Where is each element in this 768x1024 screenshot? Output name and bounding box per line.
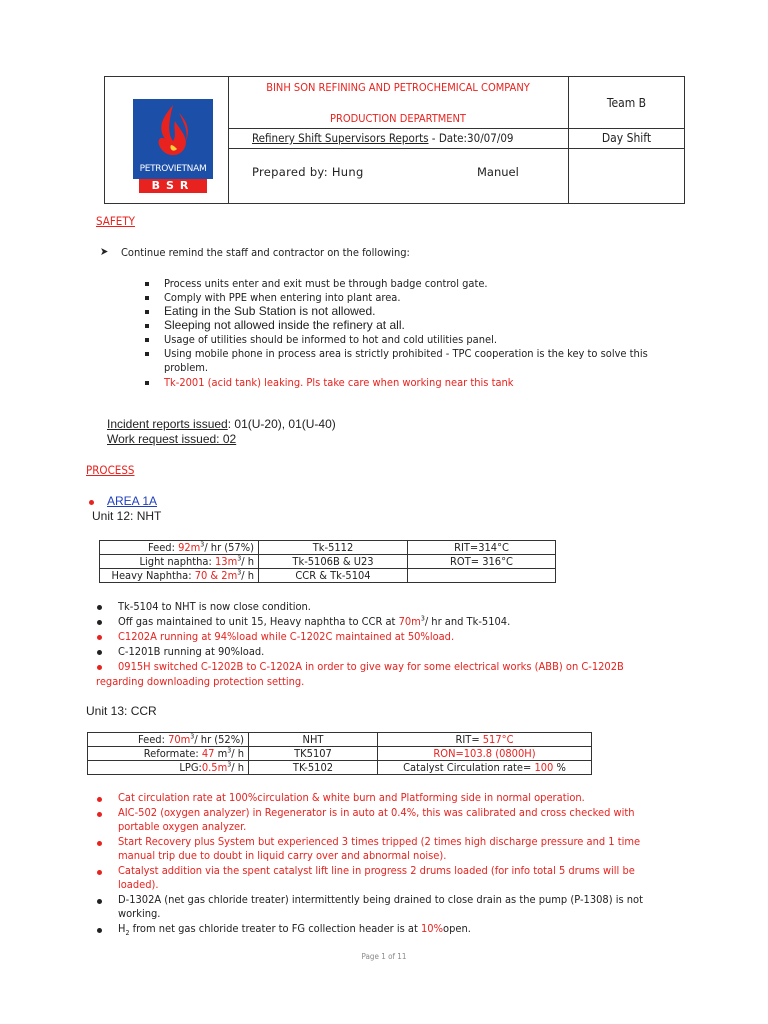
table-cell: $LPG:0.5m^3/$ h — [88, 761, 249, 775]
flame-icon — [133, 99, 213, 165]
list-item: Tk-5104 to NHT is now close condition. — [118, 600, 311, 613]
bullet-icon — [97, 605, 102, 610]
bullet-icon — [145, 296, 149, 300]
table-cell: RON=103.8 (0800H) — [378, 747, 592, 761]
table-row — [100, 569, 556, 583]
bullet-icon — [97, 620, 102, 625]
incident-label: Incident reports issued — [107, 417, 228, 431]
incident-reports — [107, 417, 336, 431]
list-item-warning: AIC-502 (oxygen analyzer) in Regenerator is in auto at 0.4%, this was calibrated and cross checked with — [118, 806, 635, 819]
report-title-line — [252, 131, 514, 145]
list-item: Usage of utilities should be informed to hot and cold utilities panel. — [164, 333, 497, 346]
list-item: C-1201B running at 90%load. — [118, 645, 265, 658]
bullet-icon — [97, 812, 102, 817]
table-row — [100, 541, 556, 555]
list-item-continuation: loaded). — [118, 878, 159, 891]
bullet-icon — [97, 870, 102, 875]
table-cell: ROT= 316°C — [408, 555, 556, 569]
table-cell: TK-5102 — [249, 761, 378, 775]
table-cell: NHT — [249, 733, 378, 747]
prepared-by: Prepared by: Hung — [252, 165, 364, 179]
table-cell: Feed: $70m^3/$ hr (52%) — [88, 733, 249, 747]
incident-value: : 01(U-20), 01(U-40) — [227, 417, 336, 431]
list-item-warning: Start Recovery plus System but experienced 3 times tripped (2 times high discharge pressure and 1 time — [118, 835, 641, 848]
report-date: - Date:30/07/09 — [428, 131, 514, 145]
table-cell — [408, 569, 556, 583]
list-item: Off gas maintained to unit 15, Heavy naphtha to CCR at $70m^3/$ hr and Tk-5104. — [118, 614, 511, 628]
table-cell: TK5107 — [249, 747, 378, 761]
logo-abbr: BSR — [139, 179, 207, 193]
list-item-warning: Catalyst addition via the spent catalyst lift line in progress 2 drums loaded (for info total 5 drums will be — [118, 864, 635, 877]
department-name: PRODUCTION DEPARTMENT — [330, 112, 466, 125]
list-item-continuation: regarding downloading protection setting. — [96, 675, 305, 688]
header-divider — [228, 148, 685, 149]
work-request: Work request issued: 02 — [107, 432, 237, 446]
table-cell: Tk-5112 — [259, 541, 408, 555]
arrow-bullet-icon: ➤ — [100, 245, 109, 258]
logo-background — [133, 99, 213, 179]
list-item: Sleeping not allowed inside the refinery at all. — [164, 318, 405, 332]
company-name: BINH SON REFINING AND PETROCHEMICAL COMPANY — [266, 81, 530, 94]
list-item: Using mobile phone in process area is strictly prohibited - TPC cooperation is the key to solve this — [164, 347, 648, 360]
list-item-continuation: portable oxygen analyzer. — [118, 820, 247, 833]
team-label: Team B — [606, 96, 647, 110]
safety-heading: SAFETY — [96, 214, 135, 228]
bullet-icon — [145, 381, 149, 385]
table-cell: Catalyst Circulation rate= 100 % — [378, 761, 592, 775]
unit13-table — [87, 732, 592, 775]
bullet-icon — [145, 338, 149, 342]
unit12-title: Unit 12: NHT — [92, 509, 162, 523]
table-cell: Feed: $92m^3/$ hr (57%) — [100, 541, 259, 555]
list-item: Comply with PPE when entering into plant area. — [164, 291, 401, 304]
bullet-icon — [145, 310, 149, 314]
second-supervisor: Manuel — [477, 165, 519, 179]
table-cell: Heavy Naphtha: 70 & $2m^3/$ h — [100, 569, 259, 583]
bullet-icon — [97, 928, 102, 933]
bullet-icon — [97, 899, 102, 904]
bullet-icon — [145, 352, 149, 356]
list-item: D-1302A (net gas chloride treater) intermittently being drained to close drain as the pump (P-1308) is not — [118, 893, 643, 906]
header-divider — [228, 76, 229, 204]
area-link[interactable]: AREA 1A — [107, 494, 158, 508]
list-item: Process units enter and exit must be through badge control gate. — [164, 277, 488, 290]
table-row — [88, 747, 592, 761]
table-cell: Reformate: 47 $m^3/$ h — [88, 747, 249, 761]
list-item-continuation: working. — [118, 907, 161, 920]
list-item: $H_2$ from net gas chloride treater to FG collection header is at 10%open. — [118, 922, 471, 938]
bullet-icon — [97, 665, 102, 670]
report-title: Refinery Shift Supervisors Reports — [252, 131, 429, 145]
bullet-icon — [97, 797, 102, 802]
bullet-icon — [145, 282, 149, 286]
safety-intro: Continue remind the staff and contractor on the following: — [121, 246, 410, 259]
list-item-continuation: problem. — [164, 361, 209, 374]
bullet-icon — [89, 500, 94, 505]
table-cell: Light naphtha: $13m^3/$ h — [100, 555, 259, 569]
list-item-warning: C1202A running at 94%load while C-1202C maintained at 50%load. — [118, 630, 455, 643]
shift-label: Day Shift — [601, 131, 652, 145]
table-cell: CCR & Tk-5104 — [259, 569, 408, 583]
bullet-icon — [97, 635, 102, 640]
process-heading: PROCESS — [86, 463, 135, 477]
list-item-continuation: manual trip due to doubt in liquid carry over and abnormal noise). — [118, 849, 447, 862]
unit12-table — [99, 540, 556, 583]
header-divider — [228, 128, 685, 129]
bullet-icon — [145, 324, 149, 328]
table-cell: RIT=314°C — [408, 541, 556, 555]
table-cell: Tk-5106B & U23 — [259, 555, 408, 569]
list-item-warning: Tk-2001 (acid tank) leaking. Pls take care when working near this tank — [164, 376, 514, 389]
list-item-warning: 0915H switched C-1202B to C-1202A in order to give way for some electrical works (ABB) on C-1202B — [118, 660, 624, 673]
bullet-icon — [97, 841, 102, 846]
table-row — [88, 733, 592, 747]
bsr-logo — [133, 99, 213, 195]
table-row — [100, 555, 556, 569]
table-cell: RIT= 517°C — [378, 733, 592, 747]
list-item-warning: Cat circulation rate at 100%circulation & white burn and Platforming side in normal operation. — [118, 791, 585, 804]
bullet-icon — [97, 650, 102, 655]
table-row — [88, 761, 592, 775]
list-item: Eating in the Sub Station is not allowed. — [164, 304, 376, 318]
logo-text: PETROVIETNAM — [139, 164, 207, 174]
unit13-title: Unit 13: CCR — [86, 704, 157, 718]
page-footer: Page 1 of 11 — [361, 952, 407, 961]
